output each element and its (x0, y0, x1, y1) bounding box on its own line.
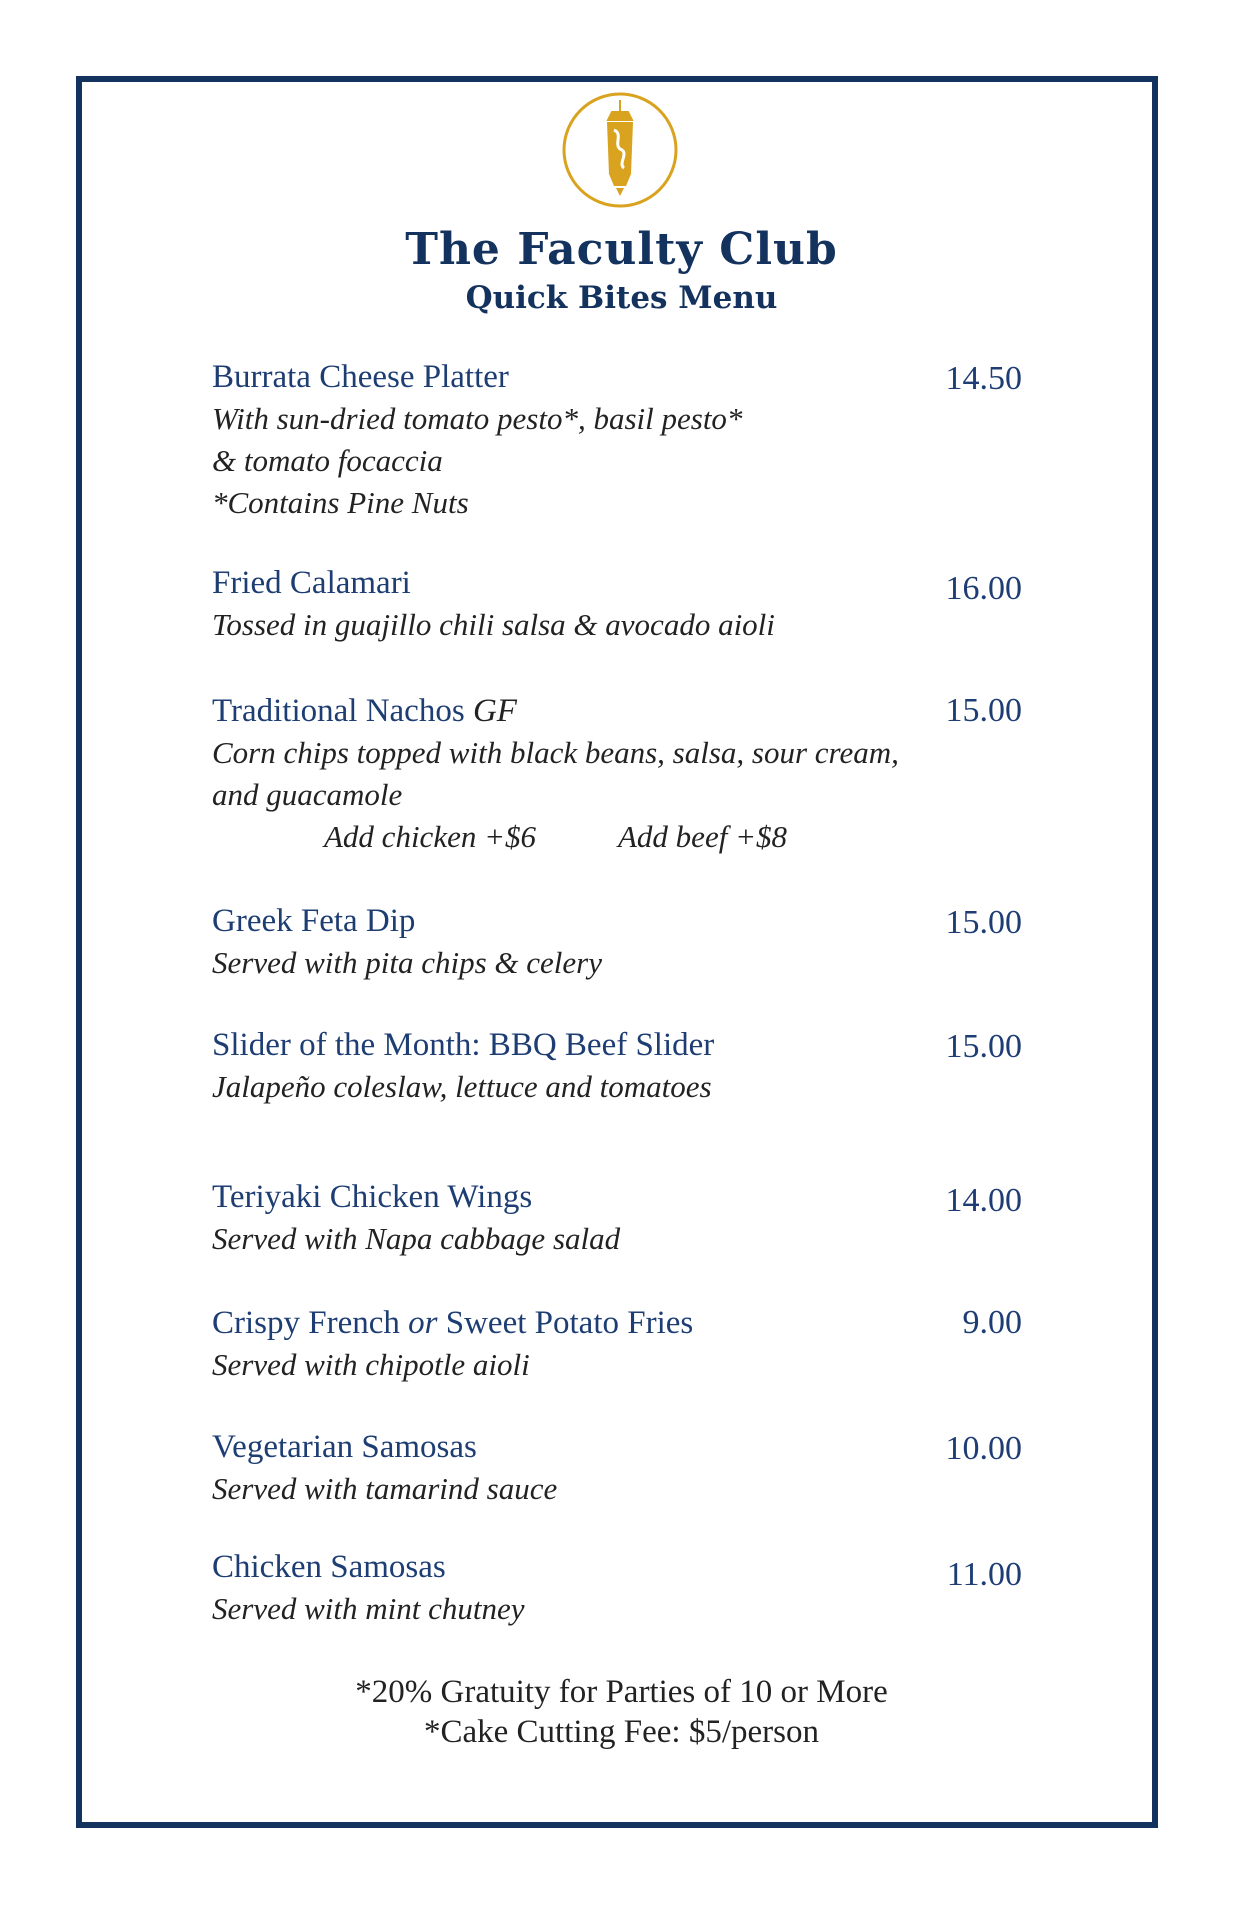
item-name: Slider of the Month: BBQ Beef Slider (212, 1027, 715, 1063)
item-price: 14.50 (945, 360, 1022, 397)
addon-row (212, 816, 1022, 858)
menu-item (212, 1024, 1022, 1108)
item-name: Vegetarian Samosas (212, 1429, 477, 1465)
menu-item (212, 1302, 1022, 1386)
club-title: The Faculty Club (405, 224, 838, 275)
menu-item (212, 1426, 1022, 1510)
item-name-text: Crispy French (212, 1305, 400, 1341)
item-description: Served with tamarind sauce (212, 1471, 558, 1506)
item-description: Corn chips topped with black beans, salsa, sour cream, (212, 735, 899, 770)
gluten-free-tag: GF (472, 693, 517, 729)
item-price: 15.00 (945, 1028, 1022, 1065)
item-description: With sun-dried tomato pesto*, basil pesto* (212, 401, 743, 436)
item-description: Served with chipotle aioli (212, 1347, 530, 1382)
menu-item (212, 1546, 1022, 1630)
item-price: 16.00 (945, 570, 1022, 607)
menu-footer (0, 1672, 1243, 1752)
item-name (212, 690, 1022, 732)
item-price: 9.00 (962, 1304, 1022, 1341)
item-description: Served with Napa cabbage salad (212, 1221, 621, 1256)
item-price: 10.00 (945, 1430, 1022, 1467)
menu-item (212, 356, 1022, 524)
item-name (212, 1302, 1022, 1344)
item-description: Tossed in guajillo chili salsa & avocado aioli (212, 607, 775, 642)
item-name-or: or (408, 1305, 438, 1341)
item-description: and guacamole (212, 777, 403, 812)
lantern-logo-icon (560, 90, 680, 210)
menu-item (212, 562, 1022, 646)
cake-fee-note: *Cake Cutting Fee: $5/person (423, 1714, 820, 1750)
item-description: Served with mint chutney (212, 1591, 525, 1626)
item-name: Greek Feta Dip (212, 903, 416, 939)
item-description: & tomato focaccia (212, 443, 443, 478)
item-name: Teriyaki Chicken Wings (212, 1179, 533, 1215)
menu-item (212, 900, 1022, 984)
item-name: Chicken Samosas (212, 1549, 446, 1585)
item-note: *Contains Pine Nuts (212, 485, 469, 520)
item-description: Jalapeño coleslaw, lettuce and tomatoes (212, 1069, 712, 1104)
item-price: 15.00 (945, 692, 1022, 729)
menu-item (212, 690, 1022, 858)
item-description: Served with pita chips & celery (212, 945, 602, 980)
addon-chicken: Add chicken +$6 (324, 819, 537, 854)
item-price: 14.00 (945, 1182, 1022, 1219)
gratuity-note: *20% Gratuity for Parties of 10 or More (355, 1674, 888, 1710)
menu-subtitle: Quick Bites Menu (465, 280, 778, 316)
menu-item (212, 1176, 1022, 1260)
addon-beef: Add beef +$8 (618, 819, 787, 854)
item-name-text: Traditional Nachos (212, 693, 465, 729)
item-name: Burrata Cheese Platter (212, 359, 509, 395)
item-price: 15.00 (945, 904, 1022, 941)
item-name-text: Sweet Potato Fries (445, 1305, 694, 1341)
item-name: Fried Calamari (212, 565, 411, 601)
item-price: 11.00 (946, 1556, 1022, 1593)
